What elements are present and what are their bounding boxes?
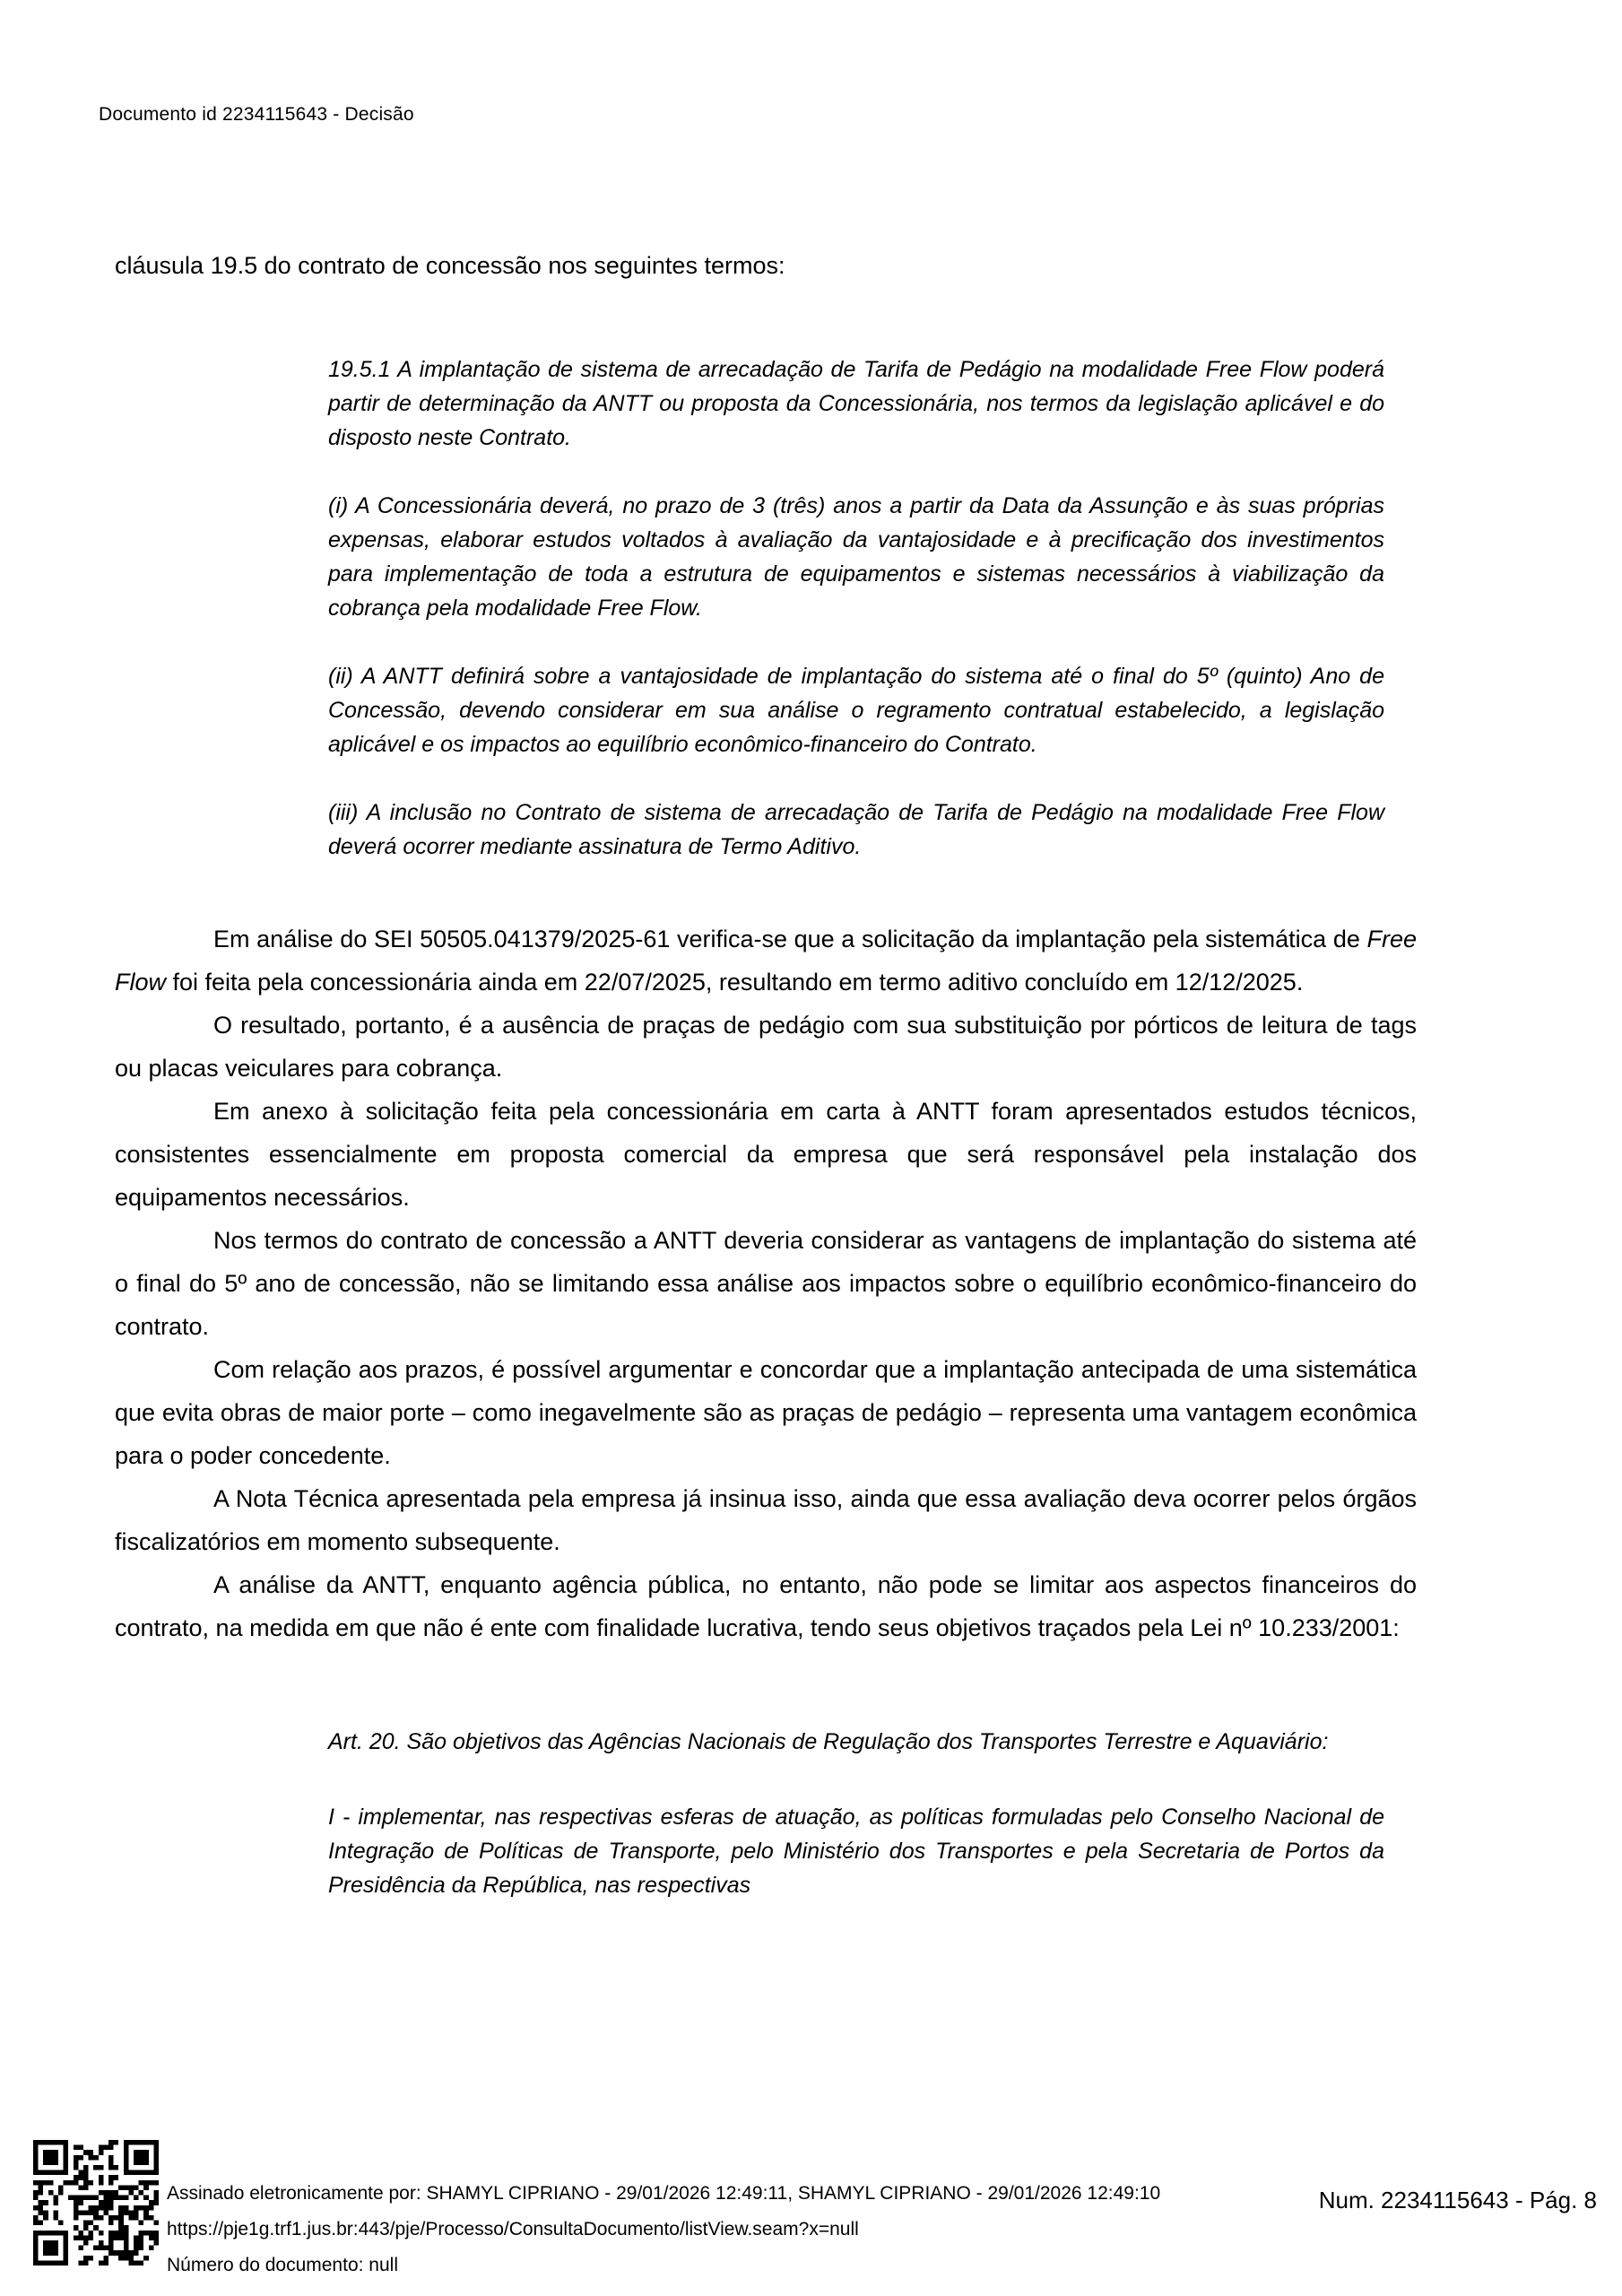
body-paragraph-3: Em anexo à solicitação feita pela concessionária em carta à ANTT foram apresentados estudos técnicos, consistentes essencialmente em proposta comercial da empresa que será responsável pela instalação dos equipamentos necessários. (115, 1098, 1417, 1211)
body-paragraph-1-pre: Em análise do SEI 50505.041379/2025-61 verifica-se que a solicitação da implantação pela sistemática de (213, 926, 1367, 952)
document-body (115, 244, 1417, 1944)
contract-quote-item-ii: (ii) A ANTT definirá sobre a vantajosidade de implantação do sistema até o final do 5º (quinto) Ano de Concessão, devendo considerar em sua análise o regramento contratual estabelecido, a legislação aplicável e os impactos ao equilíbrio econômico-financeiro do Contrato. (328, 664, 1384, 757)
body-paragraph-2: O resultado, portanto, é a ausência de praças de pedágio com sua substituição por pórticos de leitura de tags ou placas veiculares para cobrança. (115, 1012, 1417, 1082)
body-paragraph-4: Nos termos do contrato de concessão a ANTT deveria considerar as vantagens de implantação do sistema até o final do 5º ano de concessão, não se limitando essa análise aos impactos sobre o equilíbrio econômico-financeiro do contrato. (115, 1227, 1417, 1340)
page-number: Num. 2234115643 - Pág. 8 (1318, 2187, 1597, 2213)
body-paragraph-5: Com relação aos prazos, é possível argumentar e concordar que a implantação antecipada de uma sistemática que evita obras de maior porte – como inegavelmente são as praças de pedágio – representa uma vantagem econômica para o poder concedente. (115, 1356, 1417, 1469)
law-citation-section (115, 1725, 1417, 1902)
signature-line: Assinado eletronicamente por: SHAMYL CIPRIANO - 29/01/2026 12:49:11, SHAMYL CIPRIANO - 29/01/2026 12:49:10 (167, 2183, 1161, 2204)
contract-quote-19-5-1: 19.5.1 A implantação de sistema de arrecadação de Tarifa de Pedágio na modalidade Free Flow poderá partir de determinação da ANTT ou proposta da Concessionária, nos termos da legislação aplicável e do disposto neste Contrato. (328, 357, 1384, 450)
body-paragraph-7: A análise da ANTT, enquanto agência pública, no entanto, não pode se limitar aos aspectos financeiros do contrato, na medida em que não é ente com finalidade lucrativa, tendo seus objetivos traçados pela Lei nº 10.233/2001: (115, 1571, 1417, 1641)
contract-quote-item-iii: (iii) A inclusão no Contrato de sistema de arrecadação de Tarifa de Pedágio na modalidade Free Flow deverá ocorrer mediante assinatura de Termo Aditivo. (328, 800, 1384, 859)
law-quote-art-20: Art. 20. São objetivos das Agências Nacionais de Regulação dos Transportes Terrestre e Aquaviário: (328, 1729, 1329, 1754)
document-number: Número do documento: null (167, 2255, 398, 2275)
analysis-section (115, 918, 1417, 1649)
contract-quote-item-i: (i) A Concessionária deverá, no prazo de 3 (três) anos a partir da Data da Assunção e às suas próprias expensas, elaborar estudos voltados à avaliação da vantajosidade e à precificação dos investimentos para implementação de toda a estrutura de equipamentos e sistemas necessários à viabilização da cobrança pela modalidade Free Flow. (328, 493, 1384, 621)
qr-code-icon (33, 2140, 159, 2266)
lead-paragraph: cláusula 19.5 do contrato de concessão nos seguintes termos: (115, 252, 785, 279)
law-quote-item-i: I - implementar, nas respectivas esferas de atuação, as políticas formuladas pelo Conselho Nacional de Integração de Políticas de Transporte, pelo Ministério dos Transportes e pela Secretaria de Portos da Presidência da República, nas respectivas (328, 1805, 1384, 1898)
body-paragraph-6: A Nota Técnica apresentada pela empresa já insinua isso, ainda que essa avaliação deva ocorrer pelos órgãos fiscalizatórios em momento subsequente. (115, 1485, 1417, 1555)
document-url: https://pje1g.trf1.jus.br:443/pje/Processo/ConsultaDocumento/listView.seam?x=null (167, 2219, 859, 2239)
body-paragraph-1-post: foi feita pela concessionária ainda em 22/07/2025, resultando em termo aditivo concluído em 12/12/2025. (166, 969, 1304, 996)
body-paragraph-1 (115, 918, 1417, 1004)
signature-footer (167, 2176, 1160, 2283)
body-paragraph-1-term: Free Flow (115, 926, 1417, 996)
document-id-header: Documento id 2234115643 - Decisão (99, 104, 414, 125)
